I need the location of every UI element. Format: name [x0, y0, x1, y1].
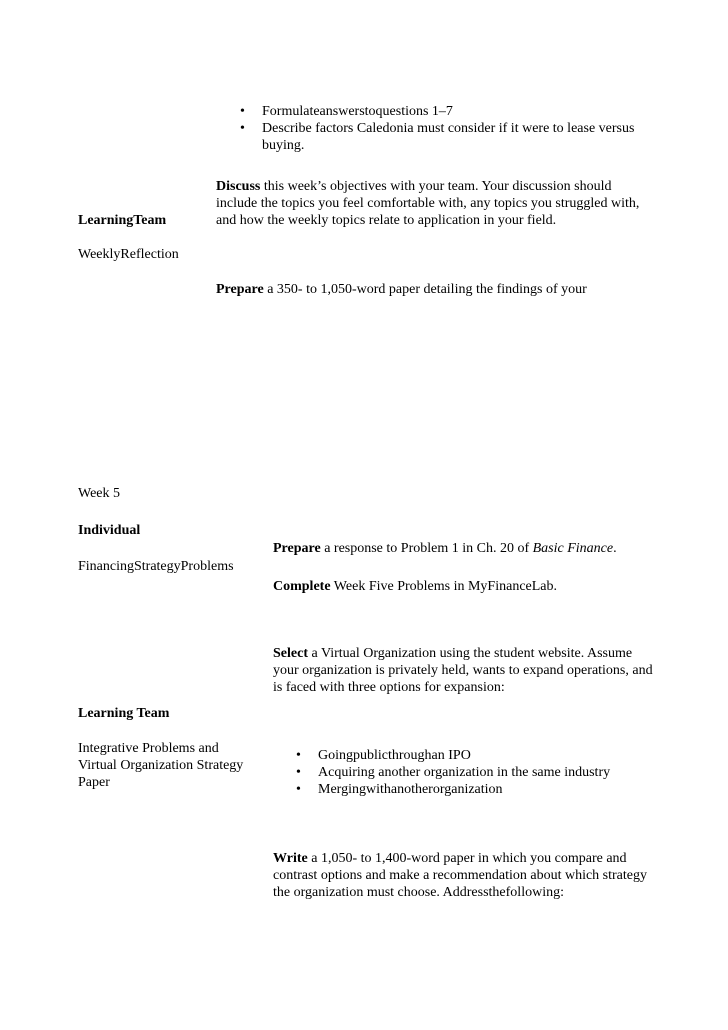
list-item: • Mergingwithanotherorganization [292, 781, 610, 798]
weekly-reflection-label: WeeklyReflection [78, 247, 179, 262]
prepare-paragraph: Prepare a response to Problem 1 in Ch. 20 of Basic Finance. [273, 541, 617, 556]
bullet-continuation: buying. [262, 138, 305, 153]
learning-team-label: LearningTeam [78, 213, 167, 228]
select-paragraph: Select a Virtual Organization using the student website. Assume your organization is privately held, wants to expand operations, and is faced with three options for expansion: [273, 646, 653, 695]
discuss-paragraph: Discuss this week’s objectives with your team. Your discussion should include the topics you feel comfortable with, any topics you struggled with, and how the weekly topics relate to application in your field. [216, 179, 640, 228]
complete-verb: Complete [273, 579, 331, 594]
learning-team-label: Learning Team [78, 706, 170, 721]
select-verb: Select [273, 646, 308, 661]
complete-paragraph: Complete Week Five Problems in MyFinanceLab. [273, 579, 558, 594]
week4-bullet-list [236, 103, 634, 137]
individual-label: Individual [78, 523, 141, 538]
prepare-verb: Prepare [216, 282, 264, 297]
expansion-options-list [292, 747, 610, 798]
week-heading: Week 5 [78, 486, 121, 501]
list-item: • Goingpublicthroughan IPO [292, 747, 610, 764]
integrative-problems-label: Integrative Problems and Virtual Organization Strategy Paper [78, 741, 244, 790]
list-item: • Describe factors Caledonia must consider if it were to lease versus [236, 120, 634, 137]
list-item: • Formulateanswerstoquestions 1–7 [236, 103, 634, 120]
book-title: Basic Finance [532, 541, 614, 556]
discuss-verb: Discuss [216, 179, 261, 194]
list-item: • Acquiring another organization in the same industry [292, 764, 610, 781]
write-verb: Write [273, 851, 308, 866]
prepare-paragraph: Prepare a 350- to 1,050-word paper detailing the findings of your [216, 282, 587, 297]
prepare-verb: Prepare [273, 541, 321, 556]
write-paragraph: Write a 1,050- to 1,400-word paper in which you compare and contrast options and make a recommendation about which strategy the organization must choose. Addressthefollowing: [273, 851, 648, 900]
financing-strategy-label: FinancingStrategyProblems [78, 559, 234, 574]
